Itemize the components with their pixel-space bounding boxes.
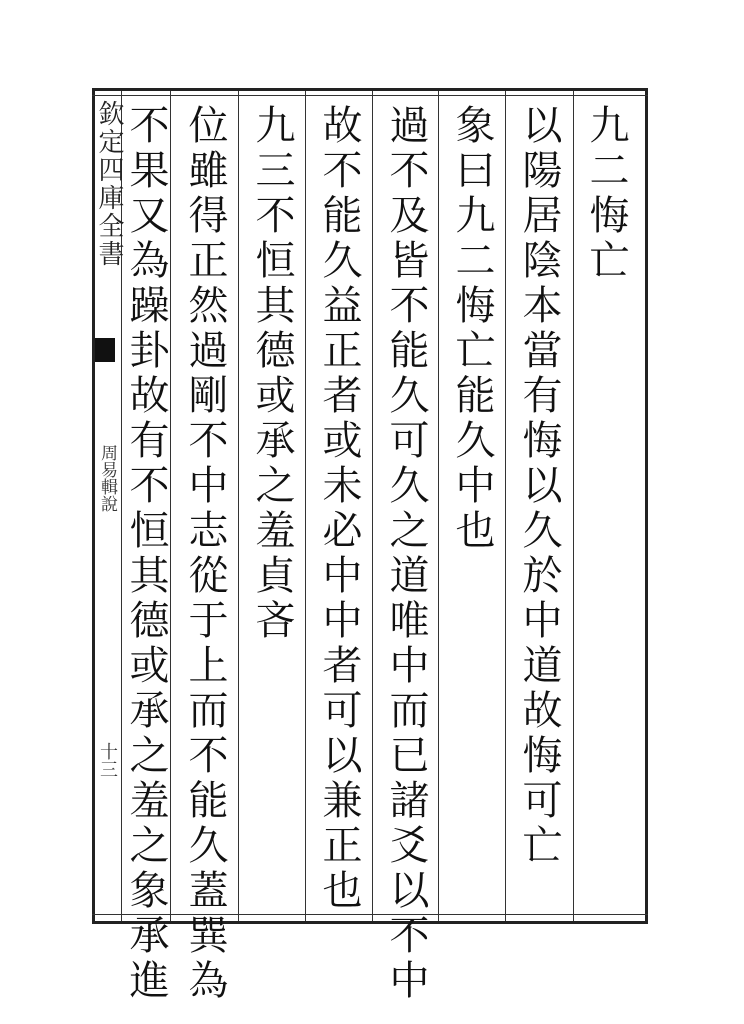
text-column-8: 不果又為躁卦故有不恒其德或承之羞之象承進 (123, 104, 169, 1004)
text-column-1: 九二悔亡 (583, 104, 629, 284)
bottom-inner-rule (92, 914, 648, 915)
text-column-7: 位雖得正然過剛不中志從于上而不能久蓋巽為 (182, 104, 228, 1004)
column-rule (438, 91, 439, 921)
text-column-6: 九三不恒其德或承之羞貞吝 (249, 104, 295, 644)
text-column-2: 以陽居陰本當有悔以久於中道故悔可亡 (516, 104, 562, 869)
column-rule (505, 91, 506, 921)
margin-book-title: 欽定四庫全書 (94, 100, 124, 268)
top-inner-rule (92, 95, 648, 96)
text-column-3: 象曰九二悔亡能久中也 (449, 104, 495, 554)
margin-book-name (98, 444, 116, 512)
column-rule (170, 91, 171, 921)
column-rule (238, 91, 239, 921)
column-rule (372, 91, 373, 921)
page-border (92, 88, 648, 924)
column-rule (573, 91, 574, 921)
column-rule (305, 91, 306, 921)
text-column-5: 故不能久益正者或未必中中者可以兼正也 (316, 104, 362, 914)
margin-book-label: 周易輯說 (97, 444, 117, 512)
margin-page-number: 十三 (97, 742, 118, 778)
text-column-4: 過不及皆不能久可久之道唯中而已諸爻以不中 (383, 104, 429, 1004)
margin-fishtail-mark (95, 338, 115, 362)
